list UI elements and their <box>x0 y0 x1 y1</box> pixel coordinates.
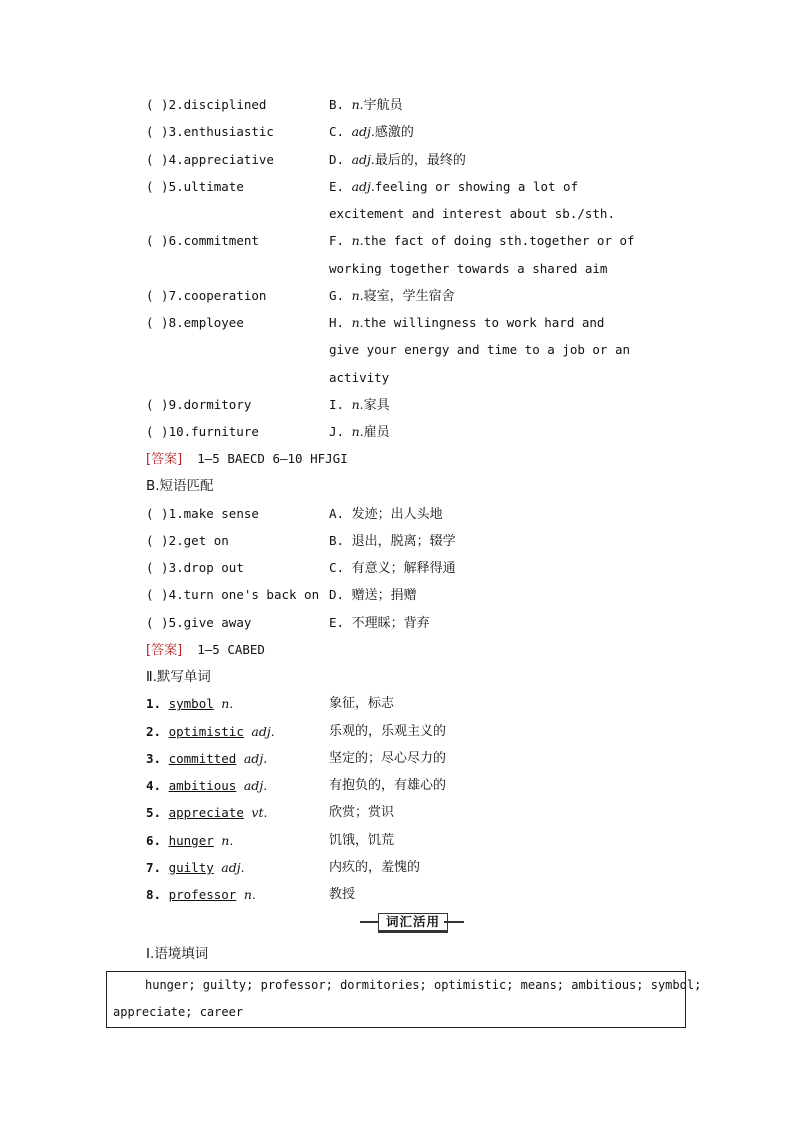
spelling-def: 坚定的；尽心尽力的 <box>329 751 447 766</box>
match-row: ( )5.ultimate <box>146 179 244 194</box>
spelling-row: 3. committed adj. <box>146 751 268 766</box>
word-bank-box <box>106 971 702 1028</box>
match-option-cont: working together towards a shared aim <box>329 261 608 276</box>
word-bank-line: hunger; guilty; professor; dormitories; optimistic; means; ambitious; symbol; <box>145 978 702 992</box>
spelling-def: 乐观的，乐观主义的 <box>329 724 447 739</box>
match-option-cont: excitement and interest about sb./sth. <box>329 206 615 221</box>
match-row: ( )2.disciplined <box>146 97 267 112</box>
banner-rule-right <box>444 921 464 923</box>
match-row: ( )10.furniture <box>146 424 259 439</box>
spelling-def: 有抱负的，有雄心的 <box>329 778 447 793</box>
match-option: B. n.宇航员 <box>329 97 403 113</box>
spelling-row: 4. ambitious adj. <box>146 778 268 793</box>
match-option: J. n.雇员 <box>329 424 390 440</box>
match-row: ( )9.dormitory <box>146 397 252 412</box>
spelling-row: 8. professor n. <box>146 887 256 902</box>
section-ii-title: Ⅱ.默写单词 <box>146 669 211 685</box>
spelling-def: 象征，标志 <box>329 696 395 711</box>
spelling-row: 7. guilty adj. <box>146 860 245 875</box>
match-row: ( )6.commitment <box>146 233 259 248</box>
phrase-option: C. 有意义；解释得通 <box>329 560 456 576</box>
spelling-row: 1. symbol n. <box>146 696 234 711</box>
match-option: E. adj.feeling or showing a lot of <box>329 179 579 194</box>
spelling-row: 6. hunger n. <box>146 833 234 848</box>
spelling-def: 饥饿，饥荒 <box>329 833 395 848</box>
match-option: D. adj.最后的，最终的 <box>329 152 466 168</box>
spelling-def: 内疚的，羞愧的 <box>329 860 421 875</box>
match-row: ( )7.cooperation <box>146 288 267 303</box>
match-option: I. n.家具 <box>329 397 390 413</box>
phrase-option: A. 发迹；出人头地 <box>329 506 443 522</box>
phrase-row: ( )5.give away <box>146 615 252 630</box>
section-i-title: Ⅰ.语境填词 <box>146 946 209 962</box>
match-row: ( )3.enthusiastic <box>146 124 274 139</box>
phrase-option: E. 不理睬；背弃 <box>329 615 430 631</box>
spelling-row: 2. optimistic adj. <box>146 724 275 739</box>
phrase-row: ( )2.get on <box>146 533 229 548</box>
banner-label: 词汇活用 <box>378 913 448 933</box>
match-row: ( )4.appreciative <box>146 152 274 167</box>
word-bank-line: appreciate; career <box>113 1005 244 1019</box>
match-option: C. adj.感激的 <box>329 124 414 140</box>
phrase-row: ( )4.turn one's back on <box>146 587 320 602</box>
phrase-row: ( )1.make sense <box>146 506 259 521</box>
banner-rule-left <box>360 921 380 923</box>
answer-a: [答案] 1—5 BAECD 6—10 HFJGI <box>146 451 348 467</box>
phrase-option: D. 赠送；捐赠 <box>329 587 417 603</box>
spelling-def: 欣赏；赏识 <box>329 805 395 820</box>
phrase-option: B. 退出，脱离；辍学 <box>329 533 456 549</box>
section-banner <box>360 913 464 931</box>
phrase-row: ( )3.drop out <box>146 560 244 575</box>
spelling-def: 教授 <box>329 887 356 902</box>
match-option: G. n.寝室，学生宿舍 <box>329 288 455 304</box>
section-b-title: B.短语匹配 <box>146 478 214 494</box>
match-option: F. n.the fact of doing sth.together or of <box>329 233 635 248</box>
match-row: ( )8.employee <box>146 315 244 330</box>
spelling-row: 5. appreciate vt. <box>146 805 268 820</box>
match-option-cont: activity <box>329 370 390 385</box>
match-option: H. n.the willingness to work hard and <box>329 315 605 330</box>
answer-b: [答案] 1—5 CABED <box>146 642 265 658</box>
match-option-cont: give your energy and time to a job or an <box>329 342 631 357</box>
